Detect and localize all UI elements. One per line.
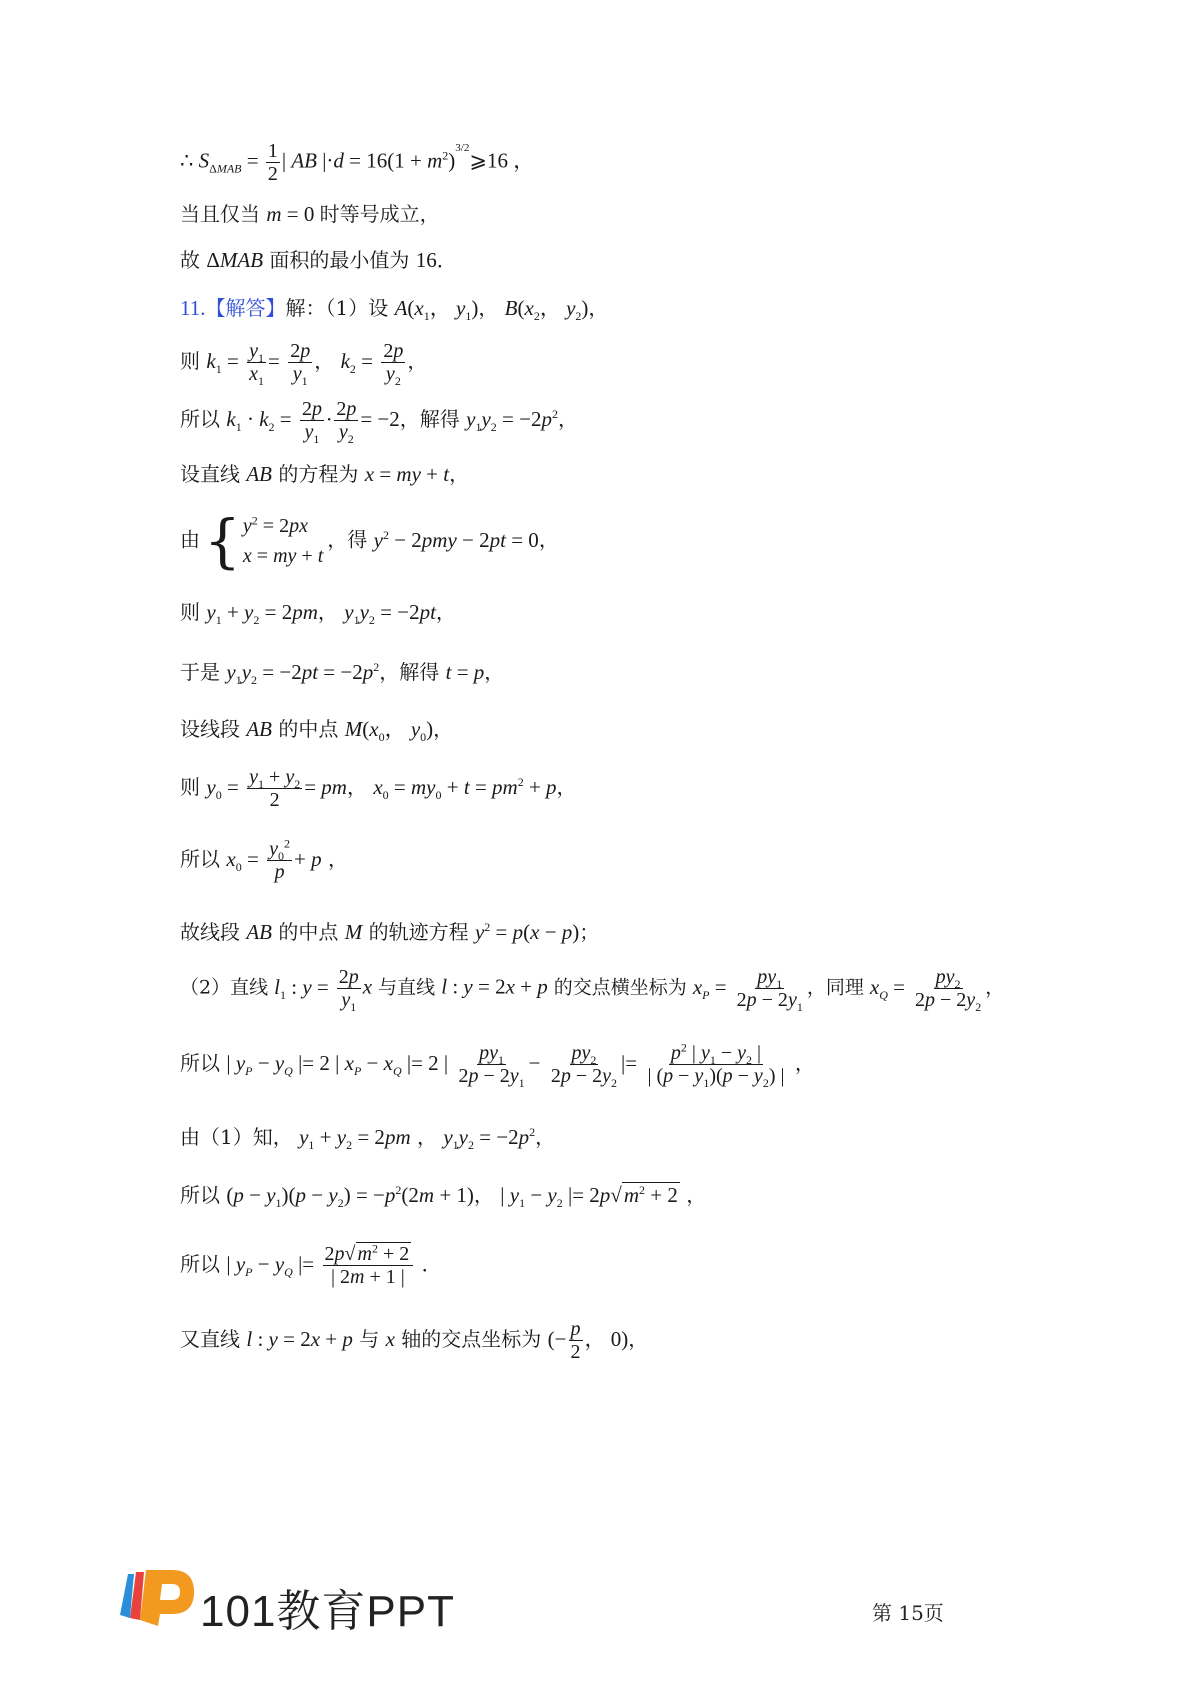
math-line: 所以 $k_1 \cdot k_2$ = $\frac{2p}{y_1}$ · $\frac{2p}{y_2}$ = −2，解得 $y_1y_2 = -2p^2$，	[180, 398, 578, 446]
math-line: （2）直线 $l_1$ : y = $\frac{2p}{y_1}$ x 与直线 l : y = 2x + p 的交点横坐标为 $x_P$ = $\frac{py_1}{2p - 2y_1}$ ，同理 $x_Q$ = $\frac{py_2}{2p - 2y_2}$ ，	[180, 966, 1005, 1014]
math-line: 所以 $(p - y_1)(p - y_2) = -p^2(2m + 1)$， | $y_1 - y_2$ |= $2p√m^2 + 2$ ，	[180, 1183, 707, 1211]
logo-text: 101教育PPT	[200, 1587, 455, 1636]
math-line: 由（1）知， $y_1 + y_2 = 2pm$ ， $y_1y_2 = -2p^2$，	[180, 1125, 556, 1153]
math-line: 由 { $y^2 = 2px$ x = my + t ，得 $y^2 - 2pmy - 2pt = 0$，	[180, 507, 559, 575]
math-line: 所以 | $y_P - y_Q$ |= $\frac{2p√ m^2 + 2}{| 2m + 1 |}$ ．	[180, 1241, 442, 1288]
text-line: 故线段 AB 的中点 M 的轨迹方程 $y^2 = p(x - p)$；	[180, 920, 600, 944]
math-line: 则 $y_0$ = $\frac{y_1 + y_2}{2}$ = pm， $x_0 = my_0 + t = pm^2 + p$，	[180, 766, 577, 811]
math-line: 所以 | $y_P - y_Q$ |= 2 | $x_P - x_Q$ |= 2 | $\frac{py_1}{2p - 2y_1}$ − $\frac{py_2}{2p - 2y_2}$ |= $\frac{p^2 | y_1 - y_2 |}{| (p - y_1)(p - y_2) |}$ ，	[180, 1040, 815, 1090]
math-line: ∴ $S_{\Delta MAB}$ = $\frac{1}{2}$ | AB $|\cdot d = 16(1 + m^2)^{3/2}⩾16$ ，	[180, 140, 535, 185]
answer-heading: 11.【解答】解：（1）设 $A(x_1$， $y_1$)， $B(x_2$， $y_2$)，	[180, 296, 609, 324]
math-line: 于是 $y_1y_2 = -2pt = -2p^2$，解得 t = p，	[180, 660, 505, 688]
text-line: 故 ΔMAB 面积的最小值为 16．	[180, 248, 457, 272]
math-line: 则 $y_1 + y_2 = 2pm$， $y_1y_2 = -2pt$，	[180, 600, 456, 628]
text-line: 当且仅当 m = 0 时等号成立，	[180, 202, 440, 226]
math-line: 所以 $x_0$ = $\frac{y_0^2}{p}$ + p ，	[180, 836, 348, 883]
page-number: 第 15页	[872, 1601, 944, 1625]
math-line: 又直线 l : y = 2x + p 与 x 轴的交点坐标为 (− $\frac{p}{2}$ ， 0)，	[180, 1318, 649, 1363]
text-line: 设直线 AB 的方程为 x = my + t，	[180, 462, 470, 486]
math-line: 设线段 AB 的中点 $M(x_0$， $y_0$)，	[180, 717, 454, 745]
math-line: 则 $k_1$ = $\frac{y_1}{x_1}$ = $\frac{2p}{y_1}$ ， $k_2$ = $\frac{2p}{y_2}$ ，	[180, 340, 428, 388]
